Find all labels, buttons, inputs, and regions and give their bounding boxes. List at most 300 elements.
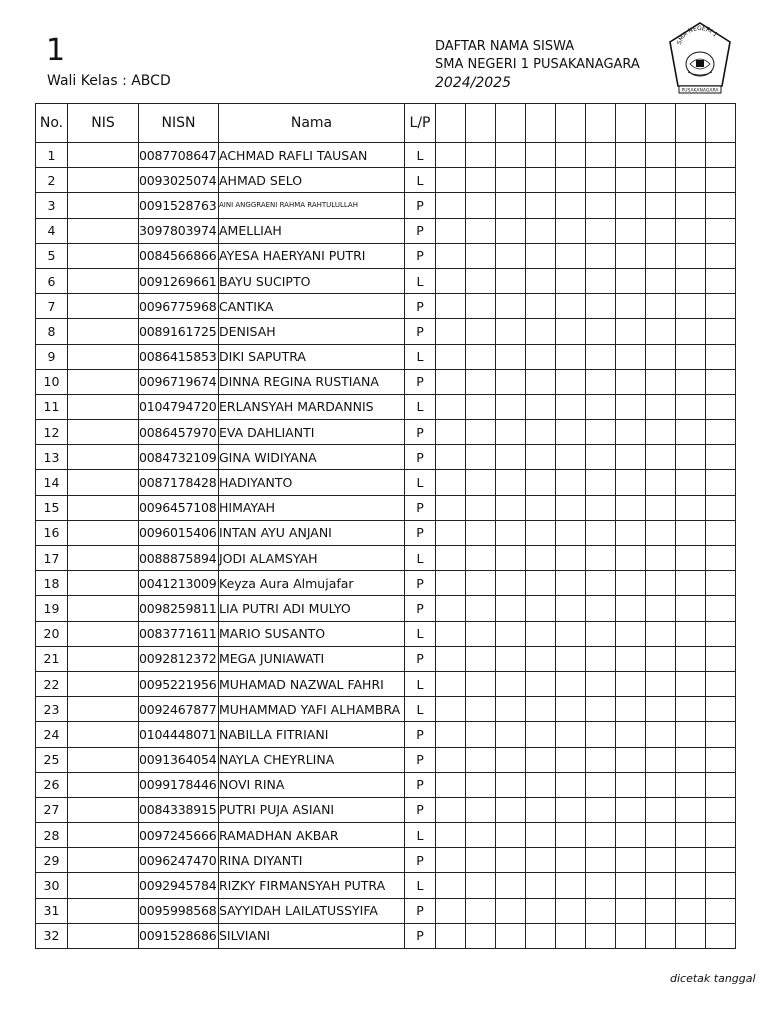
- blank-cell: [496, 823, 526, 848]
- row-lp: L: [405, 344, 436, 369]
- table-row: [36, 923, 736, 948]
- blank-cell: [466, 797, 496, 822]
- blank-cell: [616, 445, 646, 470]
- blank-cell: [526, 319, 556, 344]
- row-nama: NABILLA FITRIANI: [219, 722, 405, 747]
- blank-cell: [466, 445, 496, 470]
- blank-cell: [556, 319, 586, 344]
- blank-cell: [646, 923, 676, 948]
- table-row: [36, 470, 736, 495]
- header-blank: [676, 104, 706, 143]
- row-nama: DENISAH: [219, 319, 405, 344]
- blank-cell: [676, 571, 706, 596]
- blank-cell: [496, 168, 526, 193]
- blank-cell: [496, 621, 526, 646]
- row-lp: L: [405, 394, 436, 419]
- header-blank: [616, 104, 646, 143]
- blank-cell: [646, 520, 676, 545]
- blank-cell: [646, 168, 676, 193]
- blank-cell: [526, 571, 556, 596]
- blank-cell: [586, 268, 616, 293]
- row-nis: [68, 823, 139, 848]
- blank-cell: [616, 369, 646, 394]
- blank-cell: [556, 722, 586, 747]
- blank-cell: [706, 193, 736, 218]
- row-lp: P: [405, 571, 436, 596]
- row-lp: L: [405, 697, 436, 722]
- blank-cell: [706, 898, 736, 923]
- table-row: [36, 268, 736, 293]
- row-nama: MEGA JUNIAWATI: [219, 646, 405, 671]
- table-row: [36, 697, 736, 722]
- row-nisn: 0084566866: [139, 243, 219, 268]
- blank-cell: [586, 722, 616, 747]
- blank-cell: [556, 294, 586, 319]
- row-nisn: 0084732109: [139, 445, 219, 470]
- row-nisn: 0096457108: [139, 495, 219, 520]
- blank-cell: [646, 873, 676, 898]
- blank-cell: [496, 143, 526, 168]
- table-row: [36, 797, 736, 822]
- blank-cell: [556, 797, 586, 822]
- blank-cell: [646, 495, 676, 520]
- blank-cell: [496, 697, 526, 722]
- blank-cell: [706, 923, 736, 948]
- row-nisn: 0093025074: [139, 168, 219, 193]
- blank-cell: [496, 268, 526, 293]
- blank-cell: [646, 722, 676, 747]
- blank-cell: [646, 671, 676, 696]
- blank-cell: [586, 294, 616, 319]
- blank-cell: [676, 495, 706, 520]
- row-nis: [68, 143, 139, 168]
- row-nis: [68, 344, 139, 369]
- row-nis: [68, 520, 139, 545]
- blank-cell: [436, 646, 466, 671]
- table-row: [36, 646, 736, 671]
- blank-cell: [646, 772, 676, 797]
- blank-cell: [436, 143, 466, 168]
- blank-cell: [706, 646, 736, 671]
- blank-cell: [676, 546, 706, 571]
- blank-cell: [676, 243, 706, 268]
- blank-cell: [586, 344, 616, 369]
- row-nisn: 0087708647: [139, 143, 219, 168]
- blank-cell: [706, 268, 736, 293]
- table-row: [36, 596, 736, 621]
- row-nisn: 0091528763: [139, 193, 219, 218]
- blank-cell: [706, 319, 736, 344]
- row-nama: RAMADHAN AKBAR: [219, 823, 405, 848]
- blank-cell: [706, 848, 736, 873]
- blank-cell: [526, 369, 556, 394]
- blank-cell: [436, 445, 466, 470]
- blank-cell: [676, 923, 706, 948]
- row-no: 4: [36, 218, 68, 243]
- blank-cell: [676, 344, 706, 369]
- blank-cell: [706, 218, 736, 243]
- row-nis: [68, 546, 139, 571]
- header-blank: [646, 104, 676, 143]
- row-nis: [68, 243, 139, 268]
- blank-cell: [496, 671, 526, 696]
- blank-cell: [646, 898, 676, 923]
- blank-cell: [436, 495, 466, 520]
- blank-cell: [496, 495, 526, 520]
- blank-cell: [436, 420, 466, 445]
- blank-cell: [676, 823, 706, 848]
- blank-cell: [616, 772, 646, 797]
- row-lp: P: [405, 193, 436, 218]
- blank-cell: [436, 772, 466, 797]
- blank-cell: [706, 344, 736, 369]
- row-nis: [68, 621, 139, 646]
- row-lp: L: [405, 873, 436, 898]
- blank-cell: [496, 394, 526, 419]
- blank-cell: [466, 646, 496, 671]
- row-no: 8: [36, 319, 68, 344]
- blank-cell: [556, 394, 586, 419]
- row-no: 10: [36, 369, 68, 394]
- blank-cell: [496, 193, 526, 218]
- table-row: [36, 445, 736, 470]
- blank-cell: [526, 495, 556, 520]
- row-nis: [68, 671, 139, 696]
- row-lp: P: [405, 797, 436, 822]
- row-nisn: 0089161725: [139, 319, 219, 344]
- blank-cell: [526, 923, 556, 948]
- blank-cell: [586, 923, 616, 948]
- row-lp: P: [405, 319, 436, 344]
- blank-cell: [496, 319, 526, 344]
- blank-cell: [706, 823, 736, 848]
- row-nama: MARIO SUSANTO: [219, 621, 405, 646]
- class-number: 1: [46, 33, 66, 68]
- blank-cell: [466, 495, 496, 520]
- blank-cell: [466, 571, 496, 596]
- header-lp: L/P: [405, 104, 436, 143]
- row-no: 3: [36, 193, 68, 218]
- blank-cell: [586, 495, 616, 520]
- row-lp: P: [405, 520, 436, 545]
- row-nama: MUHAMAD NAZWAL FAHRI: [219, 671, 405, 696]
- blank-cell: [676, 671, 706, 696]
- blank-cell: [616, 621, 646, 646]
- row-nisn: 0091269661: [139, 268, 219, 293]
- blank-cell: [586, 445, 616, 470]
- blank-cell: [526, 596, 556, 621]
- school-year: 2024/2025: [435, 75, 511, 91]
- table-row: [36, 898, 736, 923]
- row-nama: ACHMAD RAFLI TAUSAN: [219, 143, 405, 168]
- blank-cell: [586, 671, 616, 696]
- blank-cell: [556, 344, 586, 369]
- row-nis: [68, 848, 139, 873]
- row-nis: [68, 646, 139, 671]
- header-blank: [466, 104, 496, 143]
- row-lp: P: [405, 646, 436, 671]
- blank-cell: [676, 722, 706, 747]
- row-lp: P: [405, 294, 436, 319]
- row-lp: L: [405, 546, 436, 571]
- blank-cell: [706, 495, 736, 520]
- blank-cell: [466, 823, 496, 848]
- blank-cell: [526, 747, 556, 772]
- table-row: [36, 823, 736, 848]
- row-nis: [68, 470, 139, 495]
- row-nama: AMELLIAH: [219, 218, 405, 243]
- blank-cell: [466, 294, 496, 319]
- blank-cell: [556, 923, 586, 948]
- blank-cell: [466, 394, 496, 419]
- blank-cell: [646, 369, 676, 394]
- blank-cell: [436, 470, 466, 495]
- row-nisn: 0095221956: [139, 671, 219, 696]
- row-nisn: 3097803974: [139, 218, 219, 243]
- blank-cell: [616, 823, 646, 848]
- blank-cell: [676, 697, 706, 722]
- header-blank: [586, 104, 616, 143]
- row-nisn: 0041213009: [139, 571, 219, 596]
- blank-cell: [556, 873, 586, 898]
- blank-cell: [436, 923, 466, 948]
- blank-cell: [646, 823, 676, 848]
- blank-cell: [466, 319, 496, 344]
- row-nisn: 0098259811: [139, 596, 219, 621]
- header-blank: [526, 104, 556, 143]
- row-no: 11: [36, 394, 68, 419]
- blank-cell: [616, 671, 646, 696]
- blank-cell: [496, 873, 526, 898]
- blank-cell: [706, 420, 736, 445]
- blank-cell: [616, 344, 646, 369]
- blank-cell: [646, 621, 676, 646]
- header-no: No.: [36, 104, 68, 143]
- table-row: [36, 546, 736, 571]
- row-nama: RIZKY FIRMANSYAH PUTRA: [219, 873, 405, 898]
- blank-cell: [466, 369, 496, 394]
- blank-cell: [646, 143, 676, 168]
- blank-cell: [676, 848, 706, 873]
- blank-cell: [646, 747, 676, 772]
- row-nisn: 0091528686: [139, 923, 219, 948]
- row-nisn: 0087178428: [139, 470, 219, 495]
- row-no: 20: [36, 621, 68, 646]
- row-nama: SAYYIDAH LAILATUSSYIFA: [219, 898, 405, 923]
- row-nis: [68, 218, 139, 243]
- row-no: 25: [36, 747, 68, 772]
- table-row: [36, 243, 736, 268]
- row-nama: GINA WIDIYANA: [219, 445, 405, 470]
- row-lp: L: [405, 143, 436, 168]
- row-no: 31: [36, 898, 68, 923]
- row-nisn: 0091364054: [139, 747, 219, 772]
- blank-cell: [526, 470, 556, 495]
- blank-cell: [496, 923, 526, 948]
- row-lp: P: [405, 218, 436, 243]
- blank-cell: [586, 420, 616, 445]
- blank-cell: [556, 143, 586, 168]
- row-no: 13: [36, 445, 68, 470]
- blank-cell: [586, 143, 616, 168]
- blank-cell: [676, 520, 706, 545]
- blank-cell: [436, 722, 466, 747]
- row-lp: P: [405, 747, 436, 772]
- blank-cell: [706, 571, 736, 596]
- blank-cell: [436, 797, 466, 822]
- blank-cell: [676, 319, 706, 344]
- blank-cell: [586, 319, 616, 344]
- blank-cell: [496, 369, 526, 394]
- blank-cell: [436, 898, 466, 923]
- row-nis: [68, 923, 139, 948]
- blank-cell: [556, 369, 586, 394]
- blank-cell: [616, 268, 646, 293]
- blank-cell: [676, 470, 706, 495]
- blank-cell: [556, 772, 586, 797]
- blank-cell: [646, 420, 676, 445]
- blank-cell: [616, 218, 646, 243]
- blank-cell: [556, 193, 586, 218]
- blank-cell: [436, 268, 466, 293]
- blank-cell: [586, 546, 616, 571]
- blank-cell: [556, 747, 586, 772]
- blank-cell: [466, 193, 496, 218]
- blank-cell: [556, 823, 586, 848]
- blank-cell: [646, 394, 676, 419]
- blank-cell: [646, 268, 676, 293]
- row-nisn: 0092945784: [139, 873, 219, 898]
- blank-cell: [556, 520, 586, 545]
- blank-cell: [496, 420, 526, 445]
- blank-cell: [526, 394, 556, 419]
- row-lp: P: [405, 923, 436, 948]
- blank-cell: [706, 445, 736, 470]
- logo-text-top: SMA NEGERI 1: [675, 24, 719, 46]
- blank-cell: [466, 520, 496, 545]
- blank-cell: [676, 621, 706, 646]
- blank-cell: [586, 747, 616, 772]
- row-lp: P: [405, 369, 436, 394]
- row-nisn: 0084338915: [139, 797, 219, 822]
- blank-cell: [466, 243, 496, 268]
- blank-cell: [586, 797, 616, 822]
- blank-cell: [616, 168, 646, 193]
- blank-cell: [586, 520, 616, 545]
- blank-cell: [586, 823, 616, 848]
- blank-cell: [526, 873, 556, 898]
- blank-cell: [646, 697, 676, 722]
- row-lp: P: [405, 495, 436, 520]
- blank-cell: [496, 898, 526, 923]
- row-nis: [68, 168, 139, 193]
- row-nama: LIA PUTRI ADI MULYO: [219, 596, 405, 621]
- row-no: 23: [36, 697, 68, 722]
- row-lp: L: [405, 671, 436, 696]
- row-nama: ERLANSYAH MARDANNIS: [219, 394, 405, 419]
- row-nisn: 0096775968: [139, 294, 219, 319]
- blank-cell: [496, 445, 526, 470]
- row-no: 14: [36, 470, 68, 495]
- blank-cell: [466, 848, 496, 873]
- table-row: [36, 873, 736, 898]
- row-nisn: 0096247470: [139, 848, 219, 873]
- blank-cell: [556, 646, 586, 671]
- row-nisn: 0104448071: [139, 722, 219, 747]
- blank-cell: [646, 319, 676, 344]
- blank-cell: [616, 294, 646, 319]
- blank-cell: [436, 520, 466, 545]
- blank-cell: [706, 546, 736, 571]
- blank-cell: [676, 369, 706, 394]
- row-nis: [68, 420, 139, 445]
- row-nama: EVA DAHLIANTI: [219, 420, 405, 445]
- row-lp: P: [405, 243, 436, 268]
- row-no: 2: [36, 168, 68, 193]
- blank-cell: [526, 268, 556, 293]
- blank-cell: [466, 470, 496, 495]
- blank-cell: [676, 646, 706, 671]
- blank-cell: [706, 294, 736, 319]
- blank-cell: [586, 873, 616, 898]
- table-row: [36, 520, 736, 545]
- blank-cell: [436, 344, 466, 369]
- row-no: 6: [36, 268, 68, 293]
- row-nis: [68, 722, 139, 747]
- row-lp: L: [405, 621, 436, 646]
- row-no: 19: [36, 596, 68, 621]
- row-nis: [68, 294, 139, 319]
- row-lp: P: [405, 596, 436, 621]
- blank-cell: [616, 571, 646, 596]
- blank-cell: [586, 369, 616, 394]
- row-nis: [68, 193, 139, 218]
- row-nama: AHMAD SELO: [219, 168, 405, 193]
- row-nis: [68, 394, 139, 419]
- blank-cell: [496, 520, 526, 545]
- row-nisn: 0092467877: [139, 697, 219, 722]
- blank-cell: [526, 546, 556, 571]
- row-nama: CANTIKA: [219, 294, 405, 319]
- row-no: 21: [36, 646, 68, 671]
- blank-cell: [526, 218, 556, 243]
- row-nama: INTAN AYU ANJANI: [219, 520, 405, 545]
- blank-cell: [676, 143, 706, 168]
- row-nama: RINA DIYANTI: [219, 848, 405, 873]
- blank-cell: [706, 621, 736, 646]
- row-nisn: 0104794720: [139, 394, 219, 419]
- row-no: 28: [36, 823, 68, 848]
- row-lp: P: [405, 898, 436, 923]
- row-nisn: 0099178446: [139, 772, 219, 797]
- blank-cell: [496, 546, 526, 571]
- row-nis: [68, 571, 139, 596]
- header-blank: [496, 104, 526, 143]
- blank-cell: [436, 596, 466, 621]
- blank-cell: [556, 470, 586, 495]
- blank-cell: [556, 546, 586, 571]
- blank-cell: [586, 772, 616, 797]
- row-no: 24: [36, 722, 68, 747]
- table-row: [36, 772, 736, 797]
- blank-cell: [586, 470, 616, 495]
- table-row: [36, 671, 736, 696]
- blank-cell: [676, 420, 706, 445]
- blank-cell: [496, 848, 526, 873]
- table-row: [36, 722, 736, 747]
- blank-cell: [466, 747, 496, 772]
- blank-cell: [616, 848, 646, 873]
